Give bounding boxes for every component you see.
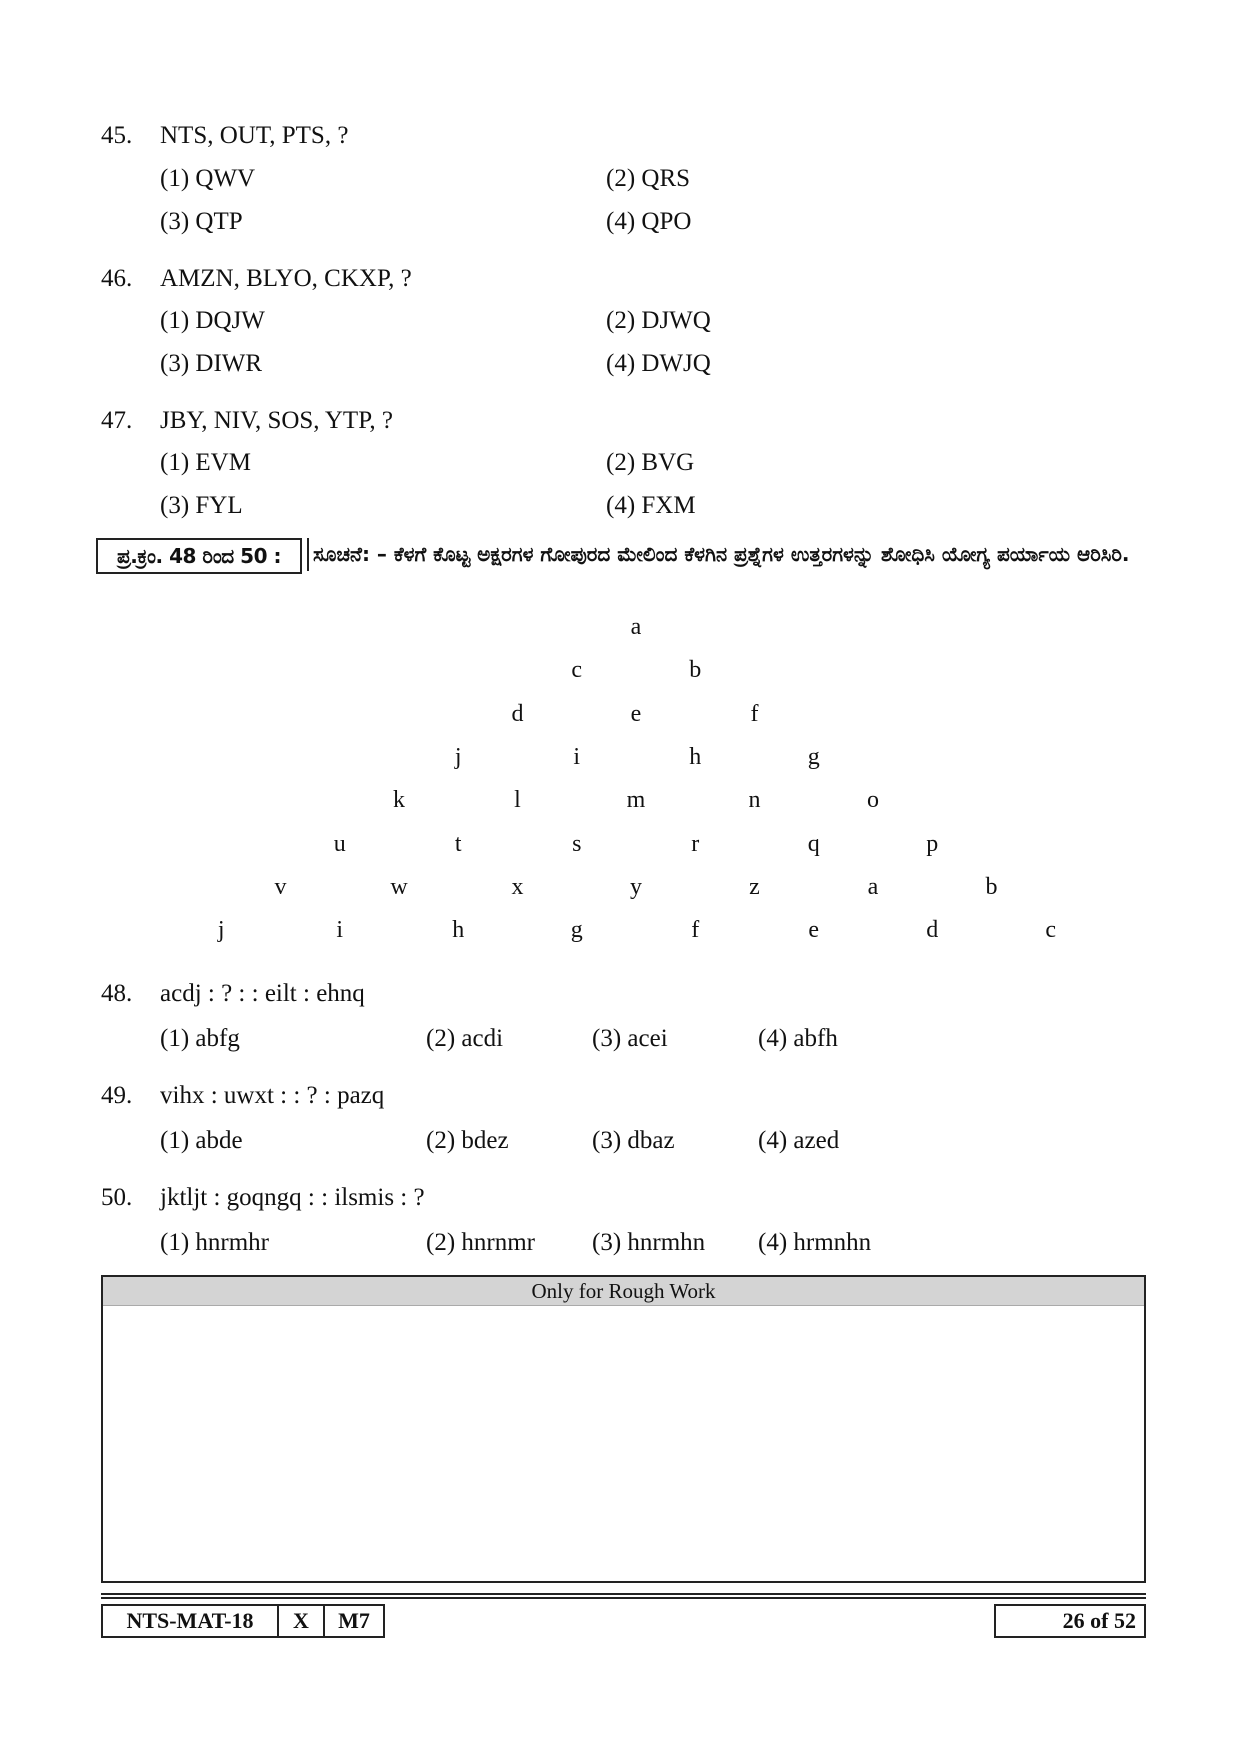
pyramid-letter: l (514, 787, 521, 814)
option: (1) EVM (160, 449, 251, 476)
pyramid-letter: p (926, 830, 939, 857)
pyramid-letter: q (807, 830, 820, 857)
option: (3) DIWR (160, 350, 263, 377)
instruction-text: ಸೂಚನೆ: – ಕೆಳಗೆ ಕೊಟ್ಟ ಅಕ್ಷರಗಳ ಗೋಪುರದ ಮೇಲಿಂದ ಕೆಳಗಿನ ಪ್ರಶ್ನೆಗಳ ಉತ್ತರಗಳನ್ನು ಶೋಧಿಸಿ ಯೋಗ್ಯ ಪರ್ಯಾಯ ಆರಿಸಿರಿ. (307, 538, 1153, 571)
pyramid-letter: c (1045, 917, 1057, 944)
footer-code-box (101, 1604, 385, 1638)
pyramid-letter: e (808, 917, 820, 944)
option: (4) azed (758, 1127, 840, 1154)
option: (4) FXM (606, 492, 696, 519)
option: (4) QPO (606, 208, 692, 235)
option: (2) QRS (606, 165, 691, 192)
footer-rule (101, 1593, 1146, 1595)
question-text: vihx : uwxt : : ? : pazq (160, 1082, 385, 1109)
option: (1) QWV (160, 165, 256, 192)
pyramid-letter: b (985, 873, 998, 900)
pyramid-letter: r (691, 830, 700, 857)
pyramid-letter: a (630, 614, 642, 640)
page-number-box (994, 1604, 1146, 1638)
option: (4) DWJQ (606, 350, 711, 377)
pyramid-letter: s (572, 830, 582, 857)
option: (1) abde (160, 1127, 243, 1154)
question-number: 46. (101, 265, 133, 292)
pyramid-letter: k (393, 787, 405, 814)
option: (2) DJWQ (606, 307, 711, 334)
option: (4) hrmnhn (758, 1229, 872, 1256)
rough-work-box (101, 1275, 1146, 1583)
pyramid-letter: g (570, 917, 583, 944)
pyramid-letter: h (452, 917, 465, 944)
page-number: 26 of 52 (1062, 1608, 1136, 1633)
option: (1) hnrmhr (160, 1229, 269, 1256)
option: (1) DQJW (160, 307, 265, 334)
pyramid-letter: j (217, 917, 225, 944)
pyramid-letter: u (333, 830, 346, 857)
footer-rule (101, 1597, 1146, 1599)
pyramid-letter: f (750, 700, 759, 727)
pyramid-letter: d (926, 917, 939, 944)
pyramid-letter: m (626, 787, 646, 814)
instruction-label-box (96, 538, 302, 574)
pyramid-letter: a (867, 873, 879, 900)
pyramid-letter: b (689, 657, 702, 684)
option: (3) dbaz (592, 1127, 675, 1154)
pyramid-letter: o (867, 787, 879, 814)
option: (2) acdi (426, 1025, 504, 1052)
option: (3) QTP (160, 208, 243, 235)
option: (3) hnrmhn (592, 1229, 706, 1256)
pyramid-letter: d (511, 700, 524, 727)
pyramid-letter: g (807, 743, 820, 770)
instruction-label: ಪ್ರ.ಕ್ರಂ. 48 ರಿಂದ 50 : (117, 544, 281, 568)
pyramid-letter: t (454, 830, 462, 857)
option: (4) abfh (758, 1025, 838, 1052)
pyramid-letter: w (390, 873, 408, 900)
question-number: 50. (101, 1184, 133, 1211)
pyramid-letter: e (630, 700, 642, 727)
section-code: X (277, 1606, 323, 1636)
question-number: 47. (101, 407, 133, 434)
option: (1) abfg (160, 1025, 240, 1052)
question-text: acdj : ? : : eilt : ehnq (160, 980, 365, 1007)
pyramid-letter: f (691, 917, 700, 944)
rough-work-heading: Only for Rough Work (103, 1277, 1144, 1306)
pyramid-letter: i (573, 743, 581, 770)
question-text: jktljt : goqngq : : ilsmis : ? (160, 1184, 425, 1211)
set-code: M7 (323, 1606, 383, 1636)
question-text: NTS, OUT, PTS, ? (160, 122, 349, 149)
option: (3) acei (592, 1025, 668, 1052)
pyramid-letter: z (749, 873, 760, 900)
question-text: JBY, NIV, SOS, YTP, ? (160, 407, 393, 434)
pyramid-letter: h (689, 743, 702, 770)
question-text: AMZN, BLYO, CKXP, ? (160, 265, 412, 292)
pyramid-letter: i (336, 917, 344, 944)
question-number: 49. (101, 1082, 133, 1109)
option: (2) BVG (606, 449, 695, 476)
pyramid-letter: y (630, 873, 642, 900)
pyramid-letter: j (454, 743, 462, 770)
option: (3) FYL (160, 492, 243, 519)
option: (2) hnrnmr (426, 1229, 535, 1256)
pyramid-letter: n (748, 787, 761, 814)
pyramid-letter: c (571, 657, 583, 684)
option: (2) bdez (426, 1127, 509, 1154)
pyramid-letter: x (511, 873, 524, 900)
question-number: 45. (101, 122, 133, 149)
pyramid-letter: v (274, 873, 287, 900)
paper-code: NTS-MAT-18 (126, 1608, 254, 1633)
question-number: 48. (101, 980, 133, 1007)
